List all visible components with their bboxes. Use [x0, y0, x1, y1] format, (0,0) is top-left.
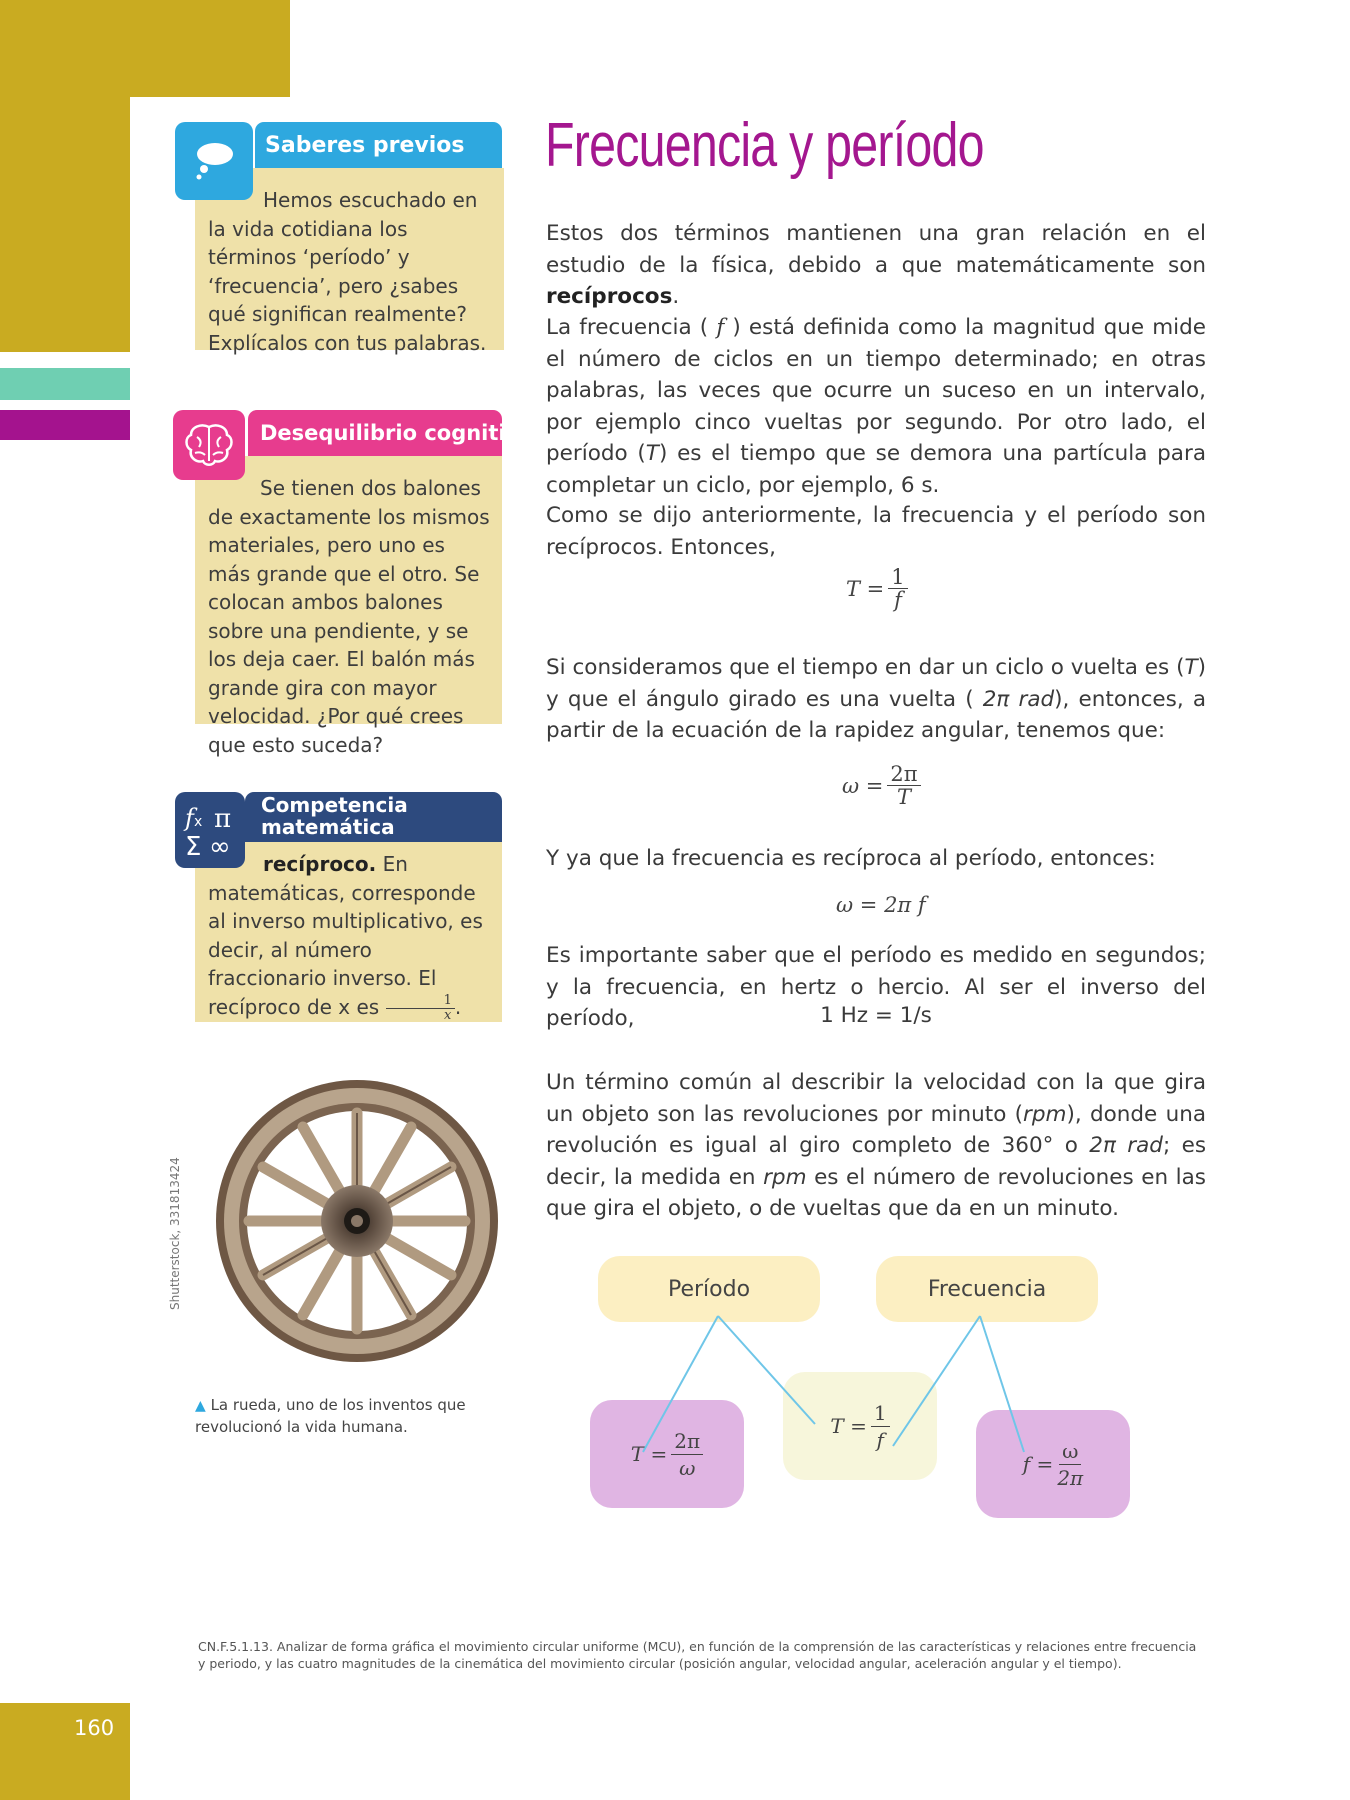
equation-omega-2pi-over-T: ω = $\frac{2\pi}{T}$ — [842, 763, 921, 808]
svg-text:f: f — [185, 804, 194, 832]
saberes-previos-title: Saberes previos — [265, 133, 465, 158]
page-number: 160 — [74, 1716, 115, 1740]
paragraph-definitions: La frecuencia ( f ) está definida como la magnitud que mide el número de ciclos en un tiempo determinado; en otras palabras, las veces que ocurre un suceso en un intervalo, por ejemplo cinco vueltas por segundo. Por otro lado, el período (T) es el tiempo que se demora una partícula para completar un ciclo, por ejemplo, 6 s. — [546, 315, 1206, 498]
desequilibrio-title: Desequilibrio cognitivo — [260, 421, 534, 445]
curriculum-footnote: CN.F.5.1.13. Analizar de forma gráfica el movimiento circular uniforme (MCU), en función de la comprensión de las características y relaciones entre frecuencia y periodo, y las cuatro magnitudes de la cinemática del movimiento circular (posición angular, velocidad angular, aceleración angular y el tiempo). — [198, 1639, 1197, 1671]
node-frecuencia: Frecuencia — [876, 1256, 1098, 1322]
node-T-1-over-f: T = $\frac{1}{f}$ — [783, 1372, 937, 1480]
connector-frecuencia-right — [980, 1316, 1024, 1452]
connector-periodo-right — [718, 1316, 815, 1424]
connector-frecuencia-left — [893, 1316, 980, 1446]
connector-periodo-left — [643, 1316, 718, 1452]
competencia-text: recíproco. En matemáticas, corresponde al inverso multiplicativo, es decir, al número fraccionario inverso. El recíproco de x es $\frac{1}{x}$ . — [208, 852, 483, 1023]
svg-text:Σ: Σ — [185, 832, 202, 861]
node-T-2pi-omega: T = $\frac{2\pi}{\omega}$ — [590, 1400, 744, 1508]
competencia-term: recíproco. — [263, 852, 377, 876]
one-over-x-fraction: $\frac{1}{x}$ — [386, 994, 455, 1022]
competencia-title-line1: Competencia — [261, 793, 408, 817]
svg-text:x: x — [194, 814, 203, 830]
paragraph-frequency-reciprocal: Y ya que la frecuencia es recíproca al período, entonces: — [546, 846, 1156, 871]
node-f-omega-2pi: f = $\frac{\omega}{2\pi}$ — [976, 1410, 1130, 1518]
paragraph-rpm: Un término común al describir la velocidad con la que gira un objeto son las revoluciones por minuto (rpm), donde una revolución es igual al giro completo de 360° o 2π rad; es decir, la medida en rpm es el número de revoluciones en las que gira el objeto, o de vueltas que da en un minuto. — [546, 1070, 1207, 1221]
svg-text:∞: ∞ — [209, 832, 231, 861]
competencia-definition: En matemáticas, corresponde al inverso multiplicativo, es decir, al número fraccionario inverso. El recíproco de x es — [208, 852, 483, 1019]
equation-T-equals-1-over-f: T = $\frac{1}{f}$ — [846, 566, 908, 611]
hertz-unit-line: 1 Hz = 1/s — [820, 1003, 932, 1028]
paragraph-reciprocal: Como se dijo anteriormente, la frecuencia y el período son recíprocos. Entonces, — [546, 503, 1206, 560]
equation-omega-2pi-f: ω = 2π f — [836, 893, 926, 917]
svg-text:π: π — [214, 804, 232, 834]
competencia-title-line2: matemática — [261, 815, 395, 839]
image-credit: Shutterstock, 331813424 — [168, 1157, 182, 1310]
desequilibrio-text: Se tienen dos balones de exactamente los mismos materiales, pero uno es más grande que el otro. Se colocan ambos balones sobre una pendiente, y se los deja caer. El balón más grande gira con mayor velocidad. ¿Por qué crees que esto suceda? — [208, 476, 490, 757]
image-caption: ▲ La rueda, uno de los inventos que revolucionó la vida humana. — [195, 1396, 466, 1436]
paragraph-intro: Estos dos términos mantienen una gran relación en el estudio de la física, debido a que matemáticamente son recíprocos. — [546, 221, 1206, 309]
node-periodo: Período — [598, 1256, 820, 1322]
paragraph-angular: Si consideramos que el tiempo en dar un ciclo o vuelta es (T) y que el ángulo girado es una vuelta ( 2π rad), entonces, a partir de la ecuación de la rapidez angular, tenemos que: — [546, 655, 1206, 743]
paragraph-units: Es importante saber que el período es medido en segundos; y la frecuencia, en hertz o hercio. Al ser el inverso del período, — [546, 943, 1206, 1031]
page-title: Frecuencia y período — [545, 111, 984, 180]
saberes-previos-text: Hemos escuchado en la vida cotidiana los términos ‘período’ y ‘frecuencia’, pero ¿sabes qué significan realmente? Explícalos con tus palabras. — [208, 188, 487, 355]
caption-triangle-icon: ▲ — [195, 1398, 206, 1414]
